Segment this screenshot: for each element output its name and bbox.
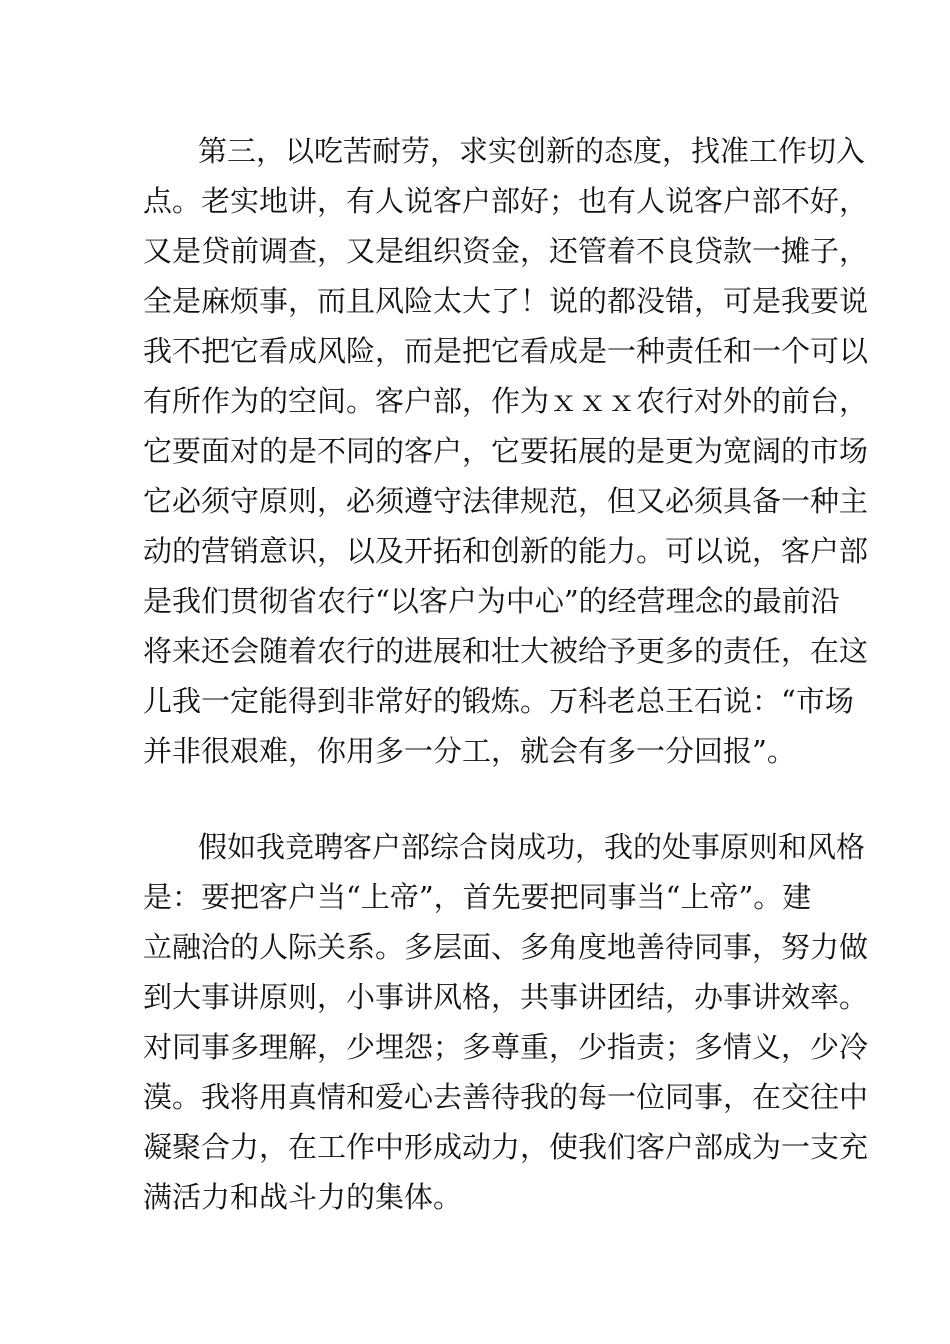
paragraph-line: 是：要把客户当“上帝”，首先要把同事当“上帝”。建 <box>143 880 812 914</box>
paragraph-line: 动的营销意识，以及开拓和创新的能力。可以说，客户部 <box>143 534 869 568</box>
paragraph-line: 凝聚合力，在工作中形成动力，使我们客户部成为一支充 <box>143 1130 869 1164</box>
paragraph-line: 它必须守原则，必须遵守法律规范，但又必须具备一种主 <box>143 484 869 518</box>
paragraph-line: 立融洽的人际关系。多层面、多角度地善待同事，努力做 <box>143 930 869 964</box>
paragraph-line: 并非很艰难，你用多一分工，就会有多一分回报”。 <box>143 734 796 768</box>
paragraph-line: 漠。我将用真情和爱心去善待我的每一位同事，在交往中 <box>143 1080 869 1114</box>
paragraph-line: 对同事多理解，少埋怨；多尊重，少指责；多情义，少冷 <box>143 1030 869 1064</box>
paragraph-line: 我不把它看成风险，而是把它看成是一种责任和一个可以 <box>143 334 869 368</box>
paragraph-line: 是我们贯彻省农行“以客户为中心”的经营理念的最前沿 <box>143 584 840 618</box>
paragraph-line: 它要面对的是不同的客户，它要拓展的是更为宽阔的市场 <box>143 434 869 468</box>
paragraph-line: 有所作为的空间。客户部，作为ｘｘｘ农行对外的前台， <box>143 384 869 418</box>
paragraph-line: 全是麻烦事，而且风险太大了！说的都没错，可是我要说 <box>143 284 869 318</box>
paragraph-line: 满活力和战斗力的集体。 <box>143 1180 463 1214</box>
paragraph-line: 儿我一定能得到非常好的锻炼。万科老总王石说：“市场 <box>143 684 854 718</box>
paragraph-line: 将来还会随着农行的进展和壮大被给予更多的责任，在这 <box>143 634 869 668</box>
paragraph-line: 点。老实地讲，有人说客户部好；也有人说客户部不好， <box>143 184 869 218</box>
paragraph-line: 到大事讲原则，小事讲风格，共事讲团结，办事讲效率。 <box>143 980 869 1014</box>
paragraph-line: 第三，以吃苦耐劳，求实创新的态度，找准工作切入 <box>198 134 866 168</box>
paragraph-line: 假如我竞聘客户部综合岗成功，我的处事原则和风格 <box>198 830 866 864</box>
paragraph-line: 又是贷前调查，又是组织资金，还管着不良贷款一摊子， <box>143 234 869 268</box>
